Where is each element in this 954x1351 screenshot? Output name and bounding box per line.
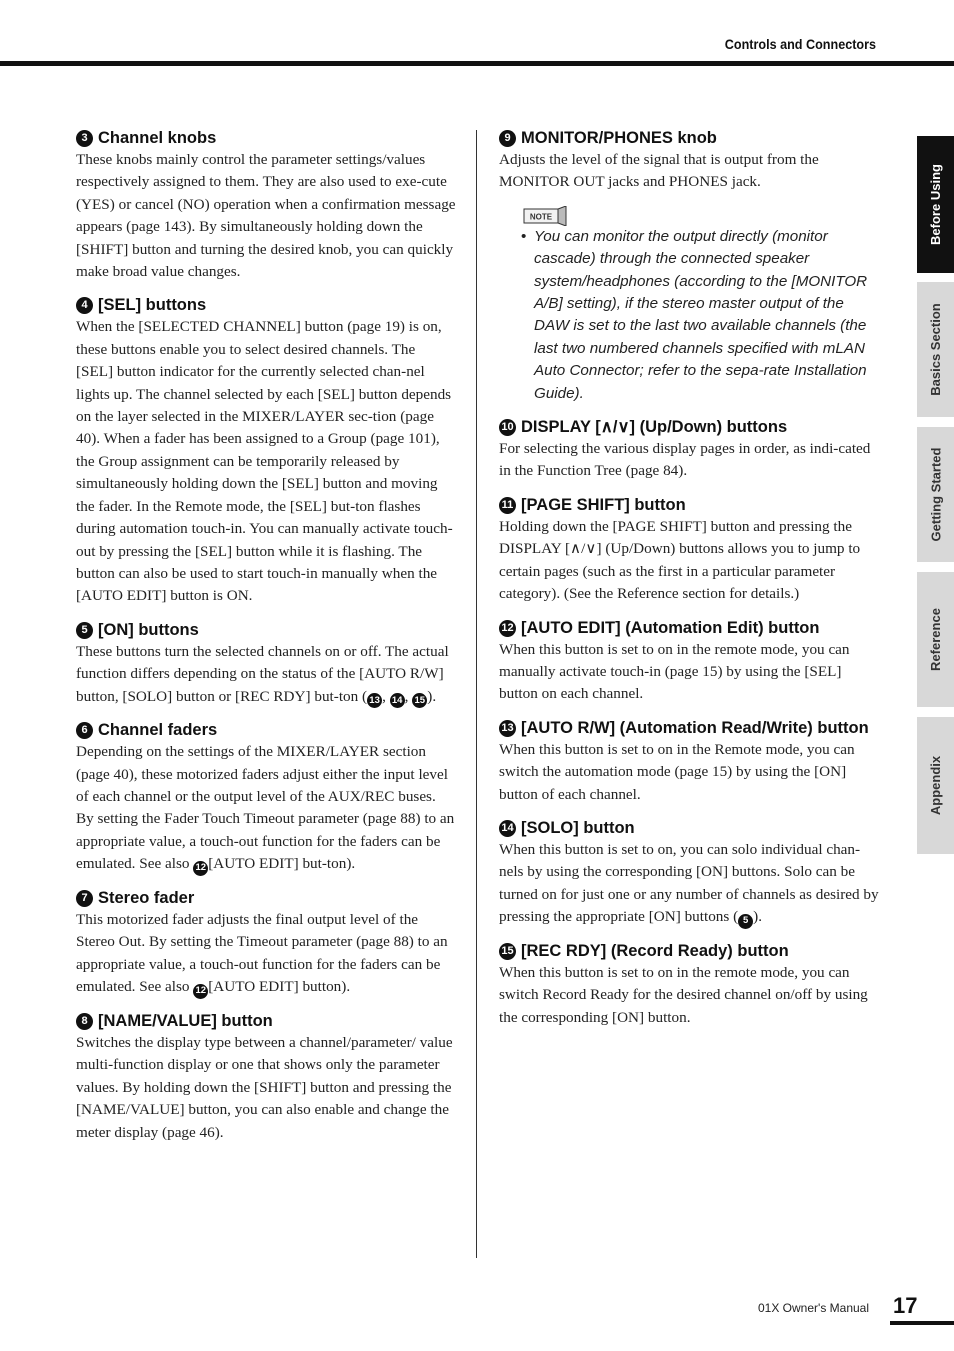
section-body [76,909,456,999]
section-auto-rw-button [499,718,879,806]
body-text: This motorized fader adjusts the final output level of the Stereo Out. By setting the Timeout parameter (page 88) to an appropriate value, a touch-out function for the faders can be emulated. See also [76,910,448,996]
ref-badge-icon: 14 [390,693,405,708]
section-heading [76,620,456,641]
number-badge-icon: 8 [76,1013,93,1030]
bullet-icon: • [521,227,527,245]
section-channel-faders [76,720,456,876]
section-heading [499,495,879,516]
section-heading [76,128,456,149]
left-column [76,128,456,1156]
section-heading [499,417,879,438]
footer-manual-title: 01X Owner's Manual [758,1301,870,1315]
note-box [523,206,879,405]
section-monitor-phones-knob [499,128,879,405]
section-on-buttons [76,620,456,709]
section-body: These knobs mainly control the parameter settings/values respectively assigned to them. They are also used to exe-cute (YES) or cancel (NO) operation when a confirmation message appears (page 143). By simultaneously holding down the [SHIFT] button and turning the desired knob, you can quickly make broad value changes. [76,151,456,281]
section-body: These buttons turn the selected channels on or off. The actual function differs depending on the status of the [AUTO R/W] button, [SOLO] button or [REC RDY] but-ton ( 13 , 14 , 15 ). [76,641,456,709]
section-heading [499,618,879,639]
section-sel-buttons [76,295,456,607]
section-title: [REC RDY] (Record Ready) button [521,941,789,960]
number-badge-icon: 12 [499,620,516,637]
tab-label: Before Using [928,164,943,245]
number-badge-icon: 15 [499,943,516,960]
note-body: You can monitor the output directly (monitor cascade) through the connected speaker system/headphones (according to the [MONITOR A/B] setting), if the stereo master output of the DAW is set to the last two available channels (the last two numbered channels specified with mLAN Auto Connector; refer to the sepa-rate Installation Guide). [534,227,868,402]
header-rule [0,61,954,66]
section-title: [PAGE SHIFT] button [521,495,686,514]
section-heading [76,295,456,316]
section-page-shift-button [499,495,879,606]
section-heading [499,718,879,739]
number-badge-icon: 13 [499,720,516,737]
body-text: When this button is set to on, you can solo individual chan-nels by using the corresponding [ON] buttons. Solo can be turned on for just one or any number of channels as desired by pressing the appropriate [ON] buttons ( [499,840,879,926]
number-badge-icon: 11 [499,497,516,514]
section-body [76,741,456,876]
tab-label: Getting Started [928,447,943,542]
tab-basics-section[interactable] [917,282,954,417]
note-label: NOTE [529,212,553,222]
section-body: When this button is set to on in the remote mode, you can switch Record Ready for the desired channel on/off by using the corresponding [ON] button. [499,963,868,1026]
column-divider [476,130,477,1258]
ref-badge-icon: 12 [193,984,208,999]
section-name-value-button [76,1011,456,1144]
section-body: When the [SELECTED CHANNEL] button (page 19) is on, these buttons enable you to select desired channels. The [SEL] button indicator for the currently selected chan-nel lights up. The channel selected by each [SEL] button depends on the layer selected in the MIXER/LAYER sec-tion (page 40). When a fader has been assigned to a Group (page 101), the Group assignment can be temporarily released by simultaneously holding down the [SEL] button and moving the fader. In the Remote mode, the [SEL] but-ton flashes during automation touch-in. You can manually activate touch-out by pressing the [SEL] button while it is flashing. The button can also be used to start touch-in manually when the [AUTO EDIT] button is ON. [76,318,453,605]
tab-label: Reference [928,608,943,671]
number-badge-icon: 3 [76,130,93,147]
page-number: 17 [893,1293,918,1318]
section-title: Stereo fader [98,888,195,907]
section-body: For selecting the various display pages in order, as indi-cated in the Function Tree (page 84). [499,440,871,480]
number-badge-icon: 7 [76,890,93,907]
section-auto-edit-button [499,618,879,706]
number-badge-icon: 5 [76,622,93,639]
body-text: ). [753,908,763,926]
section-title: [AUTO EDIT] (Automation Edit) button [521,618,820,637]
tab-getting-started[interactable] [917,427,954,562]
number-badge-icon: 6 [76,722,93,739]
section-title: DISPLAY [∧/∨] (Up/Down) buttons [521,418,788,437]
section-stereo-fader [76,888,456,999]
section-heading [499,941,879,962]
number-badge-icon: 4 [76,297,93,314]
section-body: Switches the display type between a channel/parameter/ value multi-function display or one that shows only the parameter values. By holding down the [SHIFT] button and pressing the [NAME/VALUE] button, you can also enable and change the meter display (page 46). [76,1033,453,1141]
section-channel-knobs [76,128,456,283]
section-display-buttons [499,417,879,483]
body-text: ). [427,687,437,705]
tab-before-using[interactable] [917,136,954,273]
section-heading [76,888,456,909]
tab-reference[interactable] [917,572,954,707]
section-body [499,839,879,929]
section-title: Channel knobs [98,129,217,147]
section-title: [NAME/VALUE] button [98,1011,273,1030]
section-rec-rdy-button [499,941,879,1029]
footer-rule [890,1321,954,1325]
tab-label: Appendix [928,755,944,816]
section-body: Holding down the [PAGE SHIFT] button and pressing the DISPLAY [∧/∨] (Up/Down) buttons allows you to jump to certain pages (such as the first in a particular parameter category). (See the Reference section for details.) [499,517,861,603]
body-text: [AUTO EDIT] button). [208,978,351,996]
ref-badge-icon: 15 [412,693,427,708]
number-badge-icon: 9 [499,130,516,147]
section-heading [76,1011,456,1032]
section-heading [499,128,879,149]
right-column [499,128,879,1041]
section-body: Adjusts the level of the signal that is output from the MONITOR OUT jacks and PHONES jack. [499,151,819,191]
section-title: [AUTO R/W] (Automation Read/Write) button [521,718,869,737]
number-badge-icon: 14 [499,820,516,837]
section-body: When this button is set to on in the Remote mode, you can switch the automation mode (page 15) by using the [ON] button of each channel. [499,740,855,803]
section-title: Channel faders [98,721,218,740]
ref-badge-icon: 13 [367,693,382,708]
section-title: MONITOR/PHONES knob [521,129,717,147]
running-header: Controls and Connectors [724,36,876,52]
section-heading [499,818,879,839]
ref-badge-icon: 12 [193,861,208,876]
section-title: [SOLO] button [521,818,635,837]
tab-label: Basics Section [928,303,943,396]
body-text: Depending on the settings of the MIXER/LAYER section (page 40), these motorized faders adjust either the input level of each channel or the output level of the AUX/REC buses. By setting the Fader Touch Timeout parameter (page 88) to an appropriate value, a touch-out function for the faders can be emulated. See also [76,743,455,873]
body-text: These buttons turn the selected channels on or off. The actual function differs depending on the status of the [AUTO R/W] button, [SOLO] button or [REC RDY] but-ton ( [76,642,449,705]
section-title: [SEL] buttons [98,296,207,315]
ref-badge-icon: 5 [738,914,753,929]
section-title: [ON] buttons [98,620,199,639]
number-badge-icon: 10 [499,419,516,436]
body-text: [AUTO EDIT] but-ton). [208,855,356,873]
section-body: When this button is set to on in the remote mode, you can manually activate touch-in (page 15) by using the [SEL] button on each channel. [499,640,850,703]
note-text [523,226,879,405]
tab-appendix[interactable] [917,717,954,854]
section-heading [76,720,456,741]
section-solo-button [499,818,879,929]
note-pencil-icon [523,206,567,226]
